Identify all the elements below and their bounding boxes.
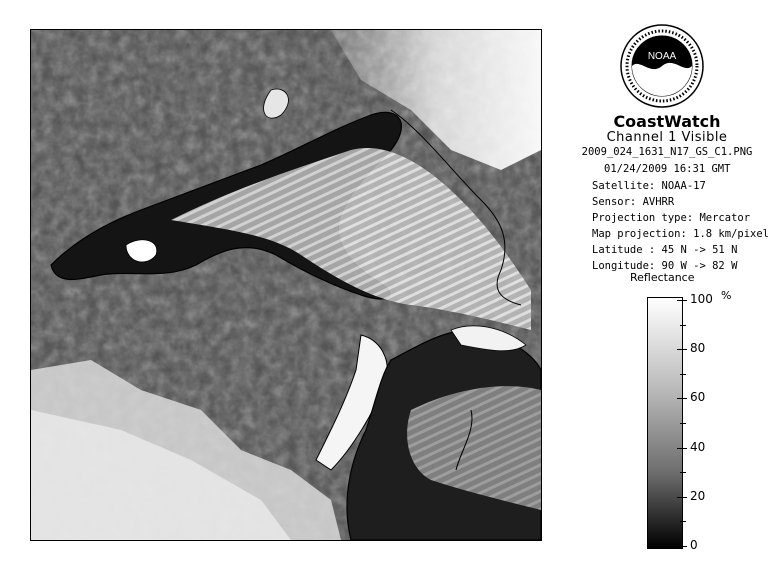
colorbar-tick-label: 20 (690, 488, 706, 503)
colorbar-tick (677, 448, 687, 449)
colorbar-tick-label: 40 (690, 439, 706, 454)
colorbar-minor-tick (680, 374, 686, 375)
colorbar-tick (677, 546, 687, 547)
datetime-text: 01/24/2009 16:31 GMT (604, 163, 731, 175)
colorbar-tick-label: 60 (690, 390, 706, 405)
colorbar-minor-tick (680, 325, 686, 326)
reflectance-colorbar (647, 297, 683, 549)
channel-subtitle: Channel 1 Visible (606, 130, 728, 145)
colorbar-tick-label: 80 (690, 341, 706, 356)
image-filename: 2009_024_1631_N17_GS_C1.PNG (581, 146, 753, 158)
map-projection-text: Map projection: 1.8 km/pixel (592, 228, 770, 240)
colorbar-minor-tick (680, 472, 686, 473)
longitude-text: Longitude: 90 W -> 82 W (592, 260, 738, 272)
colorbar-tick (677, 398, 687, 399)
colorbar-tick (677, 300, 687, 301)
projection-type-text: Projection type: Mercator (592, 212, 751, 224)
colorbar-tick-label: 0 (690, 538, 698, 552)
colorbar-tick (677, 497, 687, 498)
noaa-logo (620, 24, 704, 108)
page-title: CoastWatch (613, 112, 721, 131)
satellite-map-svg (31, 30, 541, 540)
colorbar-minor-tick (680, 423, 686, 424)
colorbar-tick-label: 100 (690, 292, 713, 306)
noaa-logo-text: NOAA (647, 51, 677, 62)
satellite-text: Satellite: NOAA-17 (592, 180, 706, 192)
colorbar-unit: % (721, 289, 732, 302)
latitude-text: Latitude : 45 N -> 51 N (592, 244, 738, 256)
colorbar-minor-tick (680, 521, 686, 522)
colorbar-title: Reflectance (630, 271, 695, 284)
colorbar-tick (677, 349, 687, 350)
sensor-text: Sensor: AVHRR (592, 196, 675, 208)
satellite-image (30, 29, 542, 541)
